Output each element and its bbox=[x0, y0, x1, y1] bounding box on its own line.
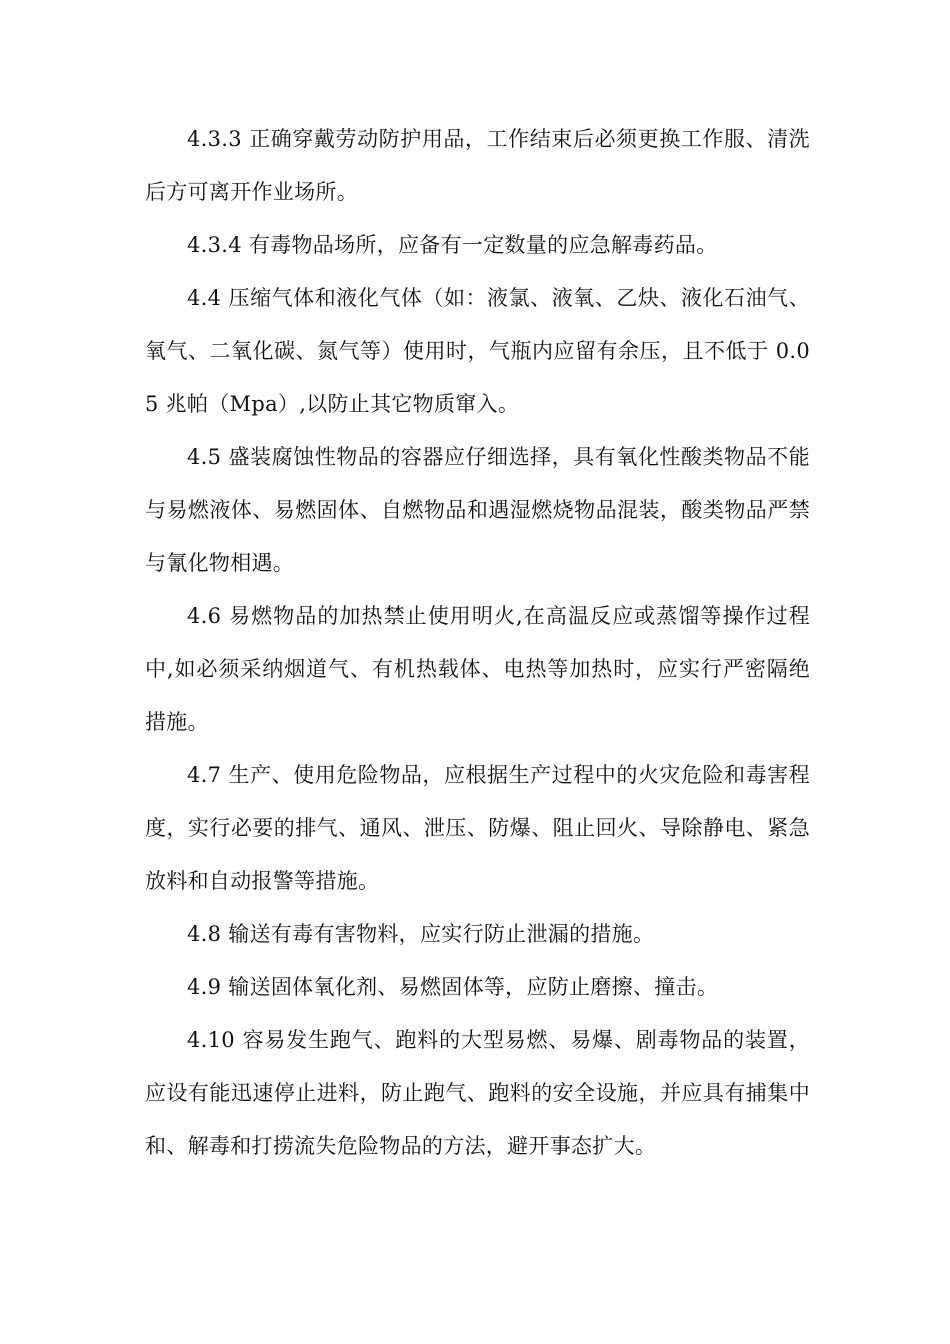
paragraph-4-6: 4.6 易燃物品的加热禁止使用明火,在高温反应或蒸馏等操作过程中,如必须采纳烟道气、有机热载体、电热等加热时，应实行严密隔绝措施。 bbox=[145, 604, 810, 734]
paragraph-4-5: 4.5 盛装腐蚀性物品的容器应仔细选择，具有氧化性酸类物品不能与易燃液体、易燃固体、自燃物品和遇湿燃烧物品混装，酸类物品严禁与氰化物相遇。 bbox=[145, 445, 810, 575]
paragraph-4-9: 4.9 输送固体氧化剂、易燃固体等，应防止磨擦、撞击。 bbox=[187, 975, 719, 999]
paragraph-4-4: 4.4 压缩气体和液化气体（如：液氯、液氧、乙炔、液化石油气、氧气、二氧化碳、氮气等）使用时，气瓶内应留有余压，且不低于 0.05 兆帕（Mpa）,以防止其它物质窜入。 bbox=[145, 286, 810, 416]
paragraph-4-8: 4.8 输送有毒有害物料，应实行防止泄漏的措施。 bbox=[187, 922, 655, 946]
document-body bbox=[145, 113, 810, 1173]
paragraph-4-7: 4.7 生产、使用危险物品，应根据生产过程中的火灾危险和毒害程度，实行必要的排气、通风、泄压、防爆、阻止回火、导除静电、紧急放料和自动报警等措施。 bbox=[145, 763, 810, 893]
paragraph-4-3-3: 4.3.3 正确穿戴劳动防护用品，工作结束后必须更换工作服、清洗后方可离开作业场所。 bbox=[145, 127, 810, 204]
paragraph-4-3-4: 4.3.4 有毒物品场所，应备有一定数量的应急解毒药品。 bbox=[187, 233, 718, 257]
paragraph-4-10: 4.10 容易发生跑气、跑料的大型易燃、易爆、剧毒物品的装置，应设有能迅速停止进料，防止跑气、跑料的安全设施，并应具有捕集中和、解毒和打捞流失危险物品的方法，避开事态扩大。 bbox=[145, 1028, 810, 1158]
